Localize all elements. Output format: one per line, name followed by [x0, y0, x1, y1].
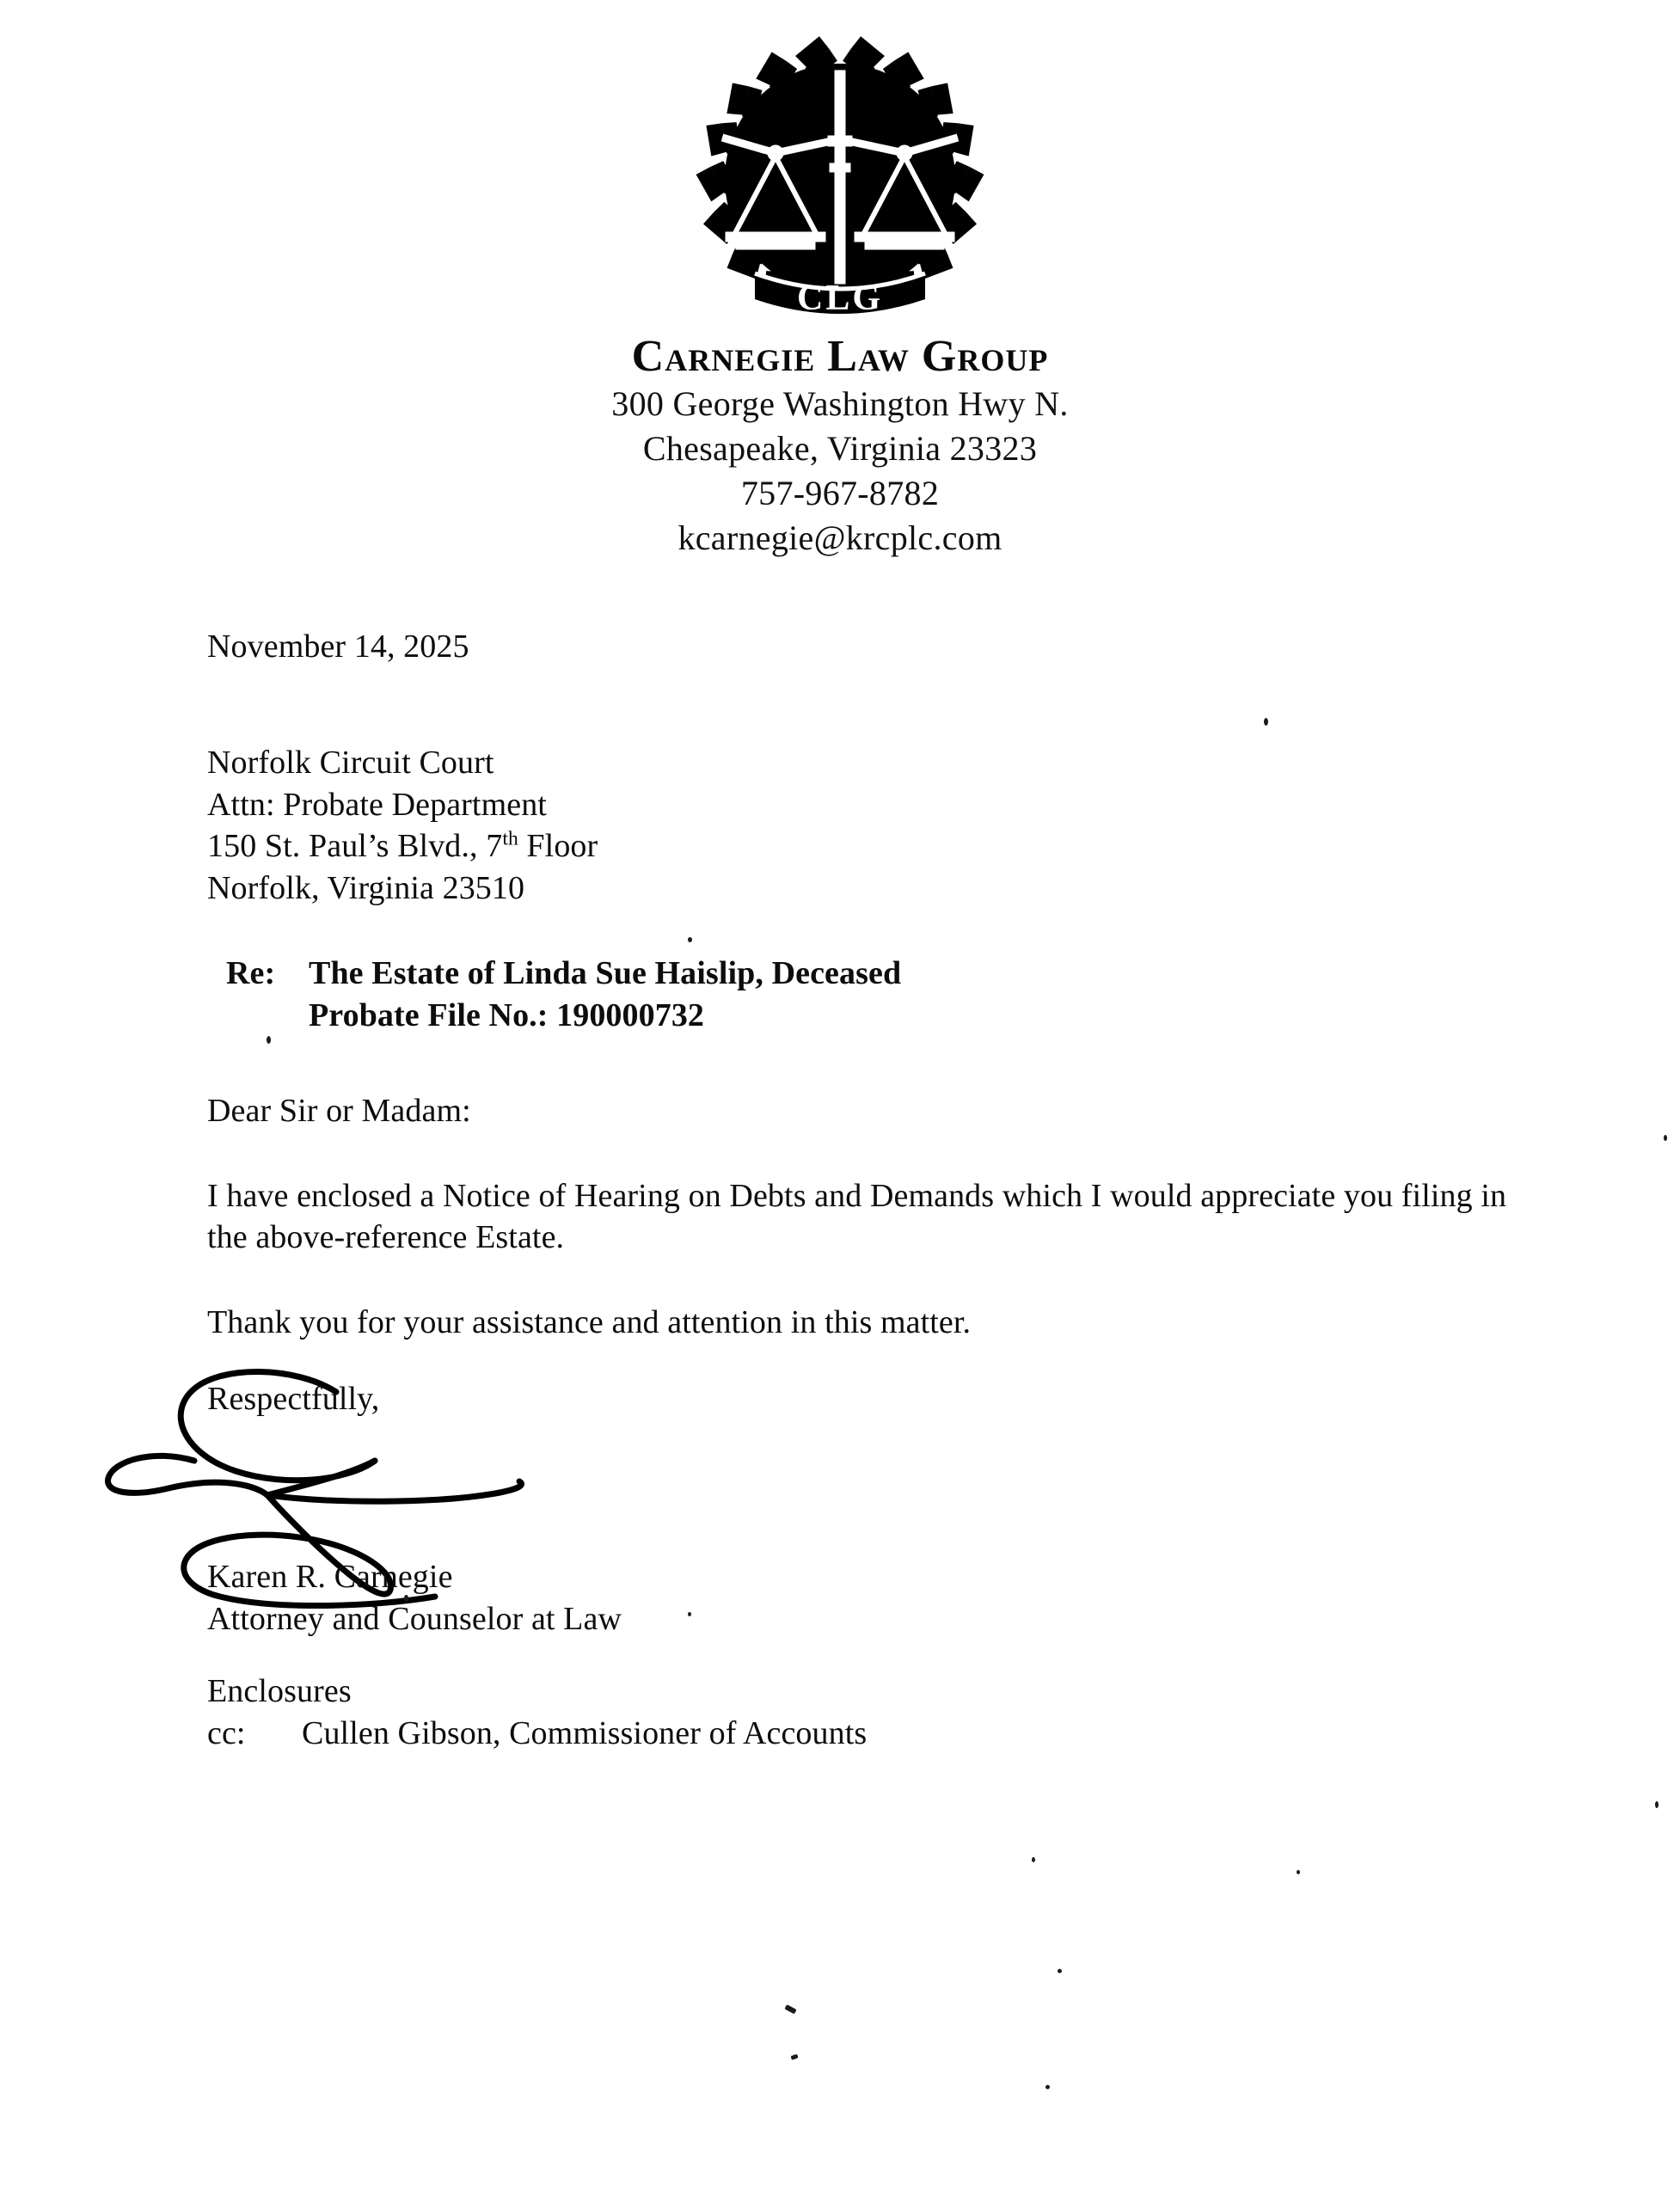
letterhead: [0, 0, 1680, 561]
recipient-line-3-suffix: Floor: [518, 828, 598, 865]
logo-banner: [755, 273, 925, 318]
scales-of-justice-laurel-wreath-logo: [672, 26, 1008, 327]
signature-name-block: [207, 1556, 1514, 1640]
cc-recipient: Cullen Gibson, Commissioner of Accounts: [302, 1714, 868, 1751]
signer-name: Karen R. Carnegie: [207, 1558, 453, 1595]
firm-email: kcarnegie@krcplc.com: [678, 518, 1002, 558]
ordinal-suffix: th: [502, 827, 518, 850]
re-block: [226, 953, 1514, 1037]
firm-logo: [672, 26, 1008, 327]
recipient-line-3-prefix: 150 St. Paul’s Blvd., 7: [207, 828, 503, 865]
recipient-line-3: [207, 825, 1514, 868]
letter-body: [207, 626, 1514, 1755]
firm-address-line-1: 300 George Washington Hwy N.: [611, 384, 1069, 424]
re-label-spacer: [226, 995, 309, 1037]
closing-salutation: Respectfully,: [207, 1381, 380, 1418]
letter-date: November 14, 2025: [207, 628, 469, 665]
body-paragraph-1: I have enclosed a Notice of Hearing on Debts and Demands which I would appreciate you filing in the above-reference Estate.: [207, 1177, 1507, 1256]
cc-line: [207, 1713, 1514, 1755]
recipient-line-4: Norfolk, Virginia 23510: [207, 870, 525, 907]
re-subject-line: The Estate of Linda Sue Haislip, Deceased: [309, 955, 902, 992]
re-file-number: Probate File No.: 190000732: [309, 996, 705, 1033]
body-paragraph-2: Thank you for your assistance and attention in this matter.: [207, 1304, 972, 1341]
re-label: Re:: [226, 955, 276, 992]
recipient-line-1: Norfolk Circuit Court: [207, 744, 494, 781]
firm-name: Carnegie Law Group: [631, 332, 1049, 381]
recipient-line-2: Attn: Probate Department: [207, 786, 547, 823]
signature-block: [207, 1378, 1514, 1636]
enclosures-label: Enclosures: [207, 1673, 352, 1710]
cc-label: cc:: [207, 1714, 246, 1751]
logo-banner-text: CLG: [796, 279, 884, 318]
recipient-address-block: [207, 742, 1514, 910]
salutation: Dear Sir or Madam:: [207, 1092, 471, 1129]
firm-address-line-2: Chesapeake, Virginia 23323: [642, 429, 1038, 469]
signer-title: Attorney and Counselor at Law: [207, 1600, 622, 1637]
firm-phone: 757-967-8782: [740, 474, 940, 513]
